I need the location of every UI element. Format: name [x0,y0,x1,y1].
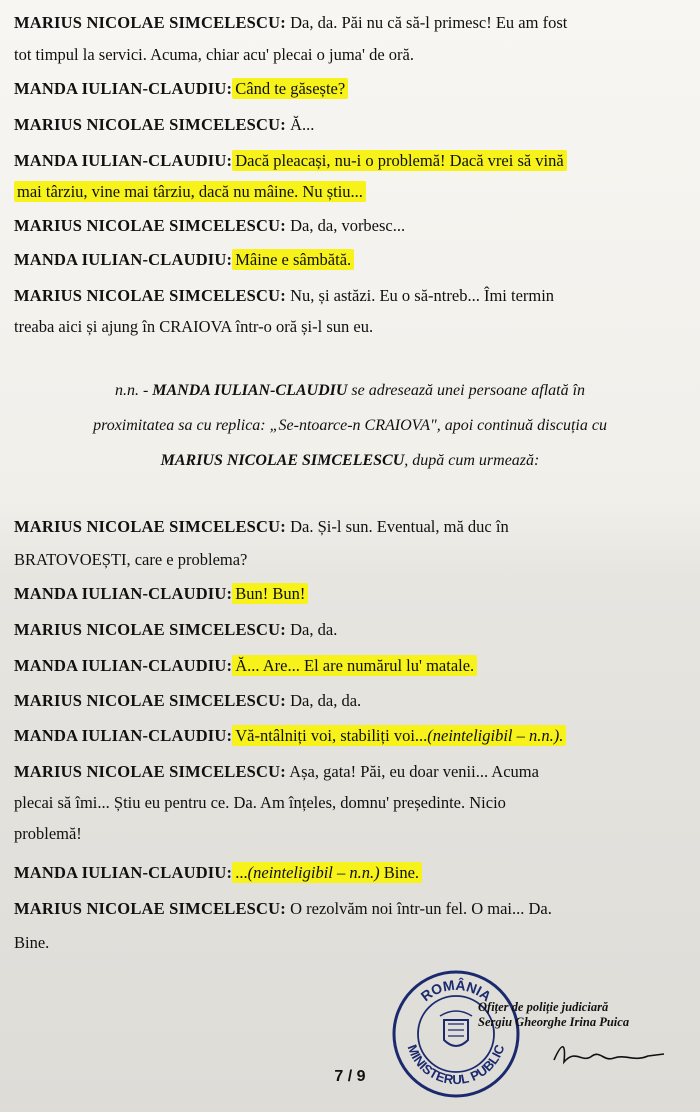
utterance: Bine. [14,933,50,952]
speaker-name: MANDA IULIAN-CLAUDIU: [14,656,233,675]
note-text: , după cum urmează: [404,452,540,469]
officer-title: Ofițer de poliție judiciară [478,1000,609,1014]
speaker-name: MARIUS NICOLAE SIMCELESCU: [14,620,286,639]
transcript-line [14,12,690,34]
transcript-line [14,516,690,538]
speaker-name: MARIUS NICOLAE SIMCELESCU: [14,286,286,305]
utterance: Da, da. Păi nu că să-l primesc! Eu am fost [286,13,568,32]
page-number: 7 / 9 [334,1068,366,1085]
speaker-name: MARIUS NICOLAE SIMCELESCU: [14,216,286,235]
transcript-line [14,44,690,66]
transcript-line [14,549,690,571]
highlighted-utterance: Mâine e sâmbătă. [232,249,354,270]
utterance: Nu, și astăzi. Eu o să-ntreb... Îmi termin [286,286,555,305]
utterance-text: ... [235,863,248,882]
transcript-line [14,862,690,884]
utterance: Da, da, vorbesc... [286,216,406,235]
transcript-line [14,690,690,712]
transcript-line [14,725,690,747]
speaker-name: MARIUS NICOLAE SIMCELESCU: [14,13,286,32]
speaker-name: MARIUS NICOLAE SIMCELESCU: [14,691,286,710]
narrator-note-line [20,415,680,437]
highlighted-utterance [232,725,566,746]
note-speaker-name: MARIUS NICOLAE SIMCELESCU [160,452,405,469]
transcript-line [14,114,690,136]
utterance-annotation: (neinteligibil – n.n.) [247,863,380,882]
utterance: Ă... [286,115,315,134]
transcript-line [14,181,690,203]
note-text: se adresează unei persoane aflată în [347,382,586,399]
utterance: O rezolvăm noi într-un fel. O mai... Da. [286,899,552,918]
transcript-line [14,249,690,271]
highlighted-utterance: Bun! Bun! [232,583,308,604]
utterance: Așa, gata! Păi, eu doar venii... Acuma [286,762,539,781]
utterance: Da. Și-l sun. Eventual, mă duc în [286,517,509,536]
transcript-line [14,78,690,100]
utterance: BRATOVOEȘTI, care e problema? [14,550,248,569]
highlighted-utterance: Când te găsește? [232,78,348,99]
speaker-name: MARIUS NICOLAE SIMCELESCU: [14,115,286,134]
speaker-name: MANDA IULIAN-CLAUDIU: [14,250,233,269]
transcript-line [14,215,690,237]
transcript-line [14,285,690,307]
transcript-line [14,619,690,641]
transcript-line [14,655,690,677]
stamp-top-text: ROMÂNIA [417,976,495,1005]
officer-name: Sergiu Gheorghe Irina Puica [478,1015,630,1029]
transcript-line [14,932,690,954]
coat-of-arms-icon [440,1011,472,1046]
stamp-bottom-text: MINISTERUL PUBLIC [404,1042,508,1088]
utterance: plecai să îmi... Știu eu pentru ce. Da. Am înțeles, domnu' președinte. Nicio [14,793,506,812]
speaker-name: MARIUS NICOLAE SIMCELESCU: [14,517,286,536]
speaker-name: MARIUS NICOLAE SIMCELESCU: [14,899,286,918]
transcript-line [14,823,690,845]
note-prefix: n.n. - [114,382,153,399]
utterance: treaba aici și ajung în CRAIOVA într-o oră și-l sun eu. [14,317,374,336]
speaker-name: MANDA IULIAN-CLAUDIU: [14,726,233,745]
transcript-line [14,316,690,338]
signature-block [478,1000,688,1030]
utterance-text: Vă-ntâlniți voi, stabiliți voi... [235,726,428,745]
transcript-line [14,898,690,920]
handwritten-signature [548,1038,668,1068]
transcript-line [14,761,690,783]
note-speaker-name: MANDA IULIAN-CLAUDIU [152,382,348,399]
utterance: Da, da, da. [286,691,362,710]
utterance-text: Bine. [379,863,420,882]
narrator-note-line [20,450,680,472]
speaker-name: MANDA IULIAN-CLAUDIU: [14,151,233,170]
utterance: Da, da. [286,620,338,639]
utterance-annotation: (neinteligibil – n.n.). [427,726,564,745]
speaker-name: MARIUS NICOLAE SIMCELESCU: [14,762,286,781]
speaker-name: MANDA IULIAN-CLAUDIU: [14,79,233,98]
transcript-line [14,150,690,172]
highlighted-utterance: Dacă pleacași, nu-i o problemă! Dacă vrei să vină [232,150,566,171]
narrator-note-line [20,380,680,402]
utterance: tot timpul la servici. Acuma, chiar acu' plecai o juma' de oră. [14,45,414,64]
note-text: proximitatea sa cu replica: „Se-ntoarce-n CRAIOVA", apoi continuă discuția cu [93,417,607,434]
speaker-name: MANDA IULIAN-CLAUDIU: [14,863,233,882]
highlighted-utterance: Ă... Are... El are numărul lu' matale. [232,655,477,676]
speaker-name: MANDA IULIAN-CLAUDIU: [14,584,233,603]
utterance: problemă! [14,824,82,843]
highlighted-utterance [232,862,422,883]
transcript-line [14,583,690,605]
transcript-line [14,792,690,814]
highlighted-utterance: mai târziu, vine mai târziu, dacă nu mâine. Nu știu... [14,181,366,202]
